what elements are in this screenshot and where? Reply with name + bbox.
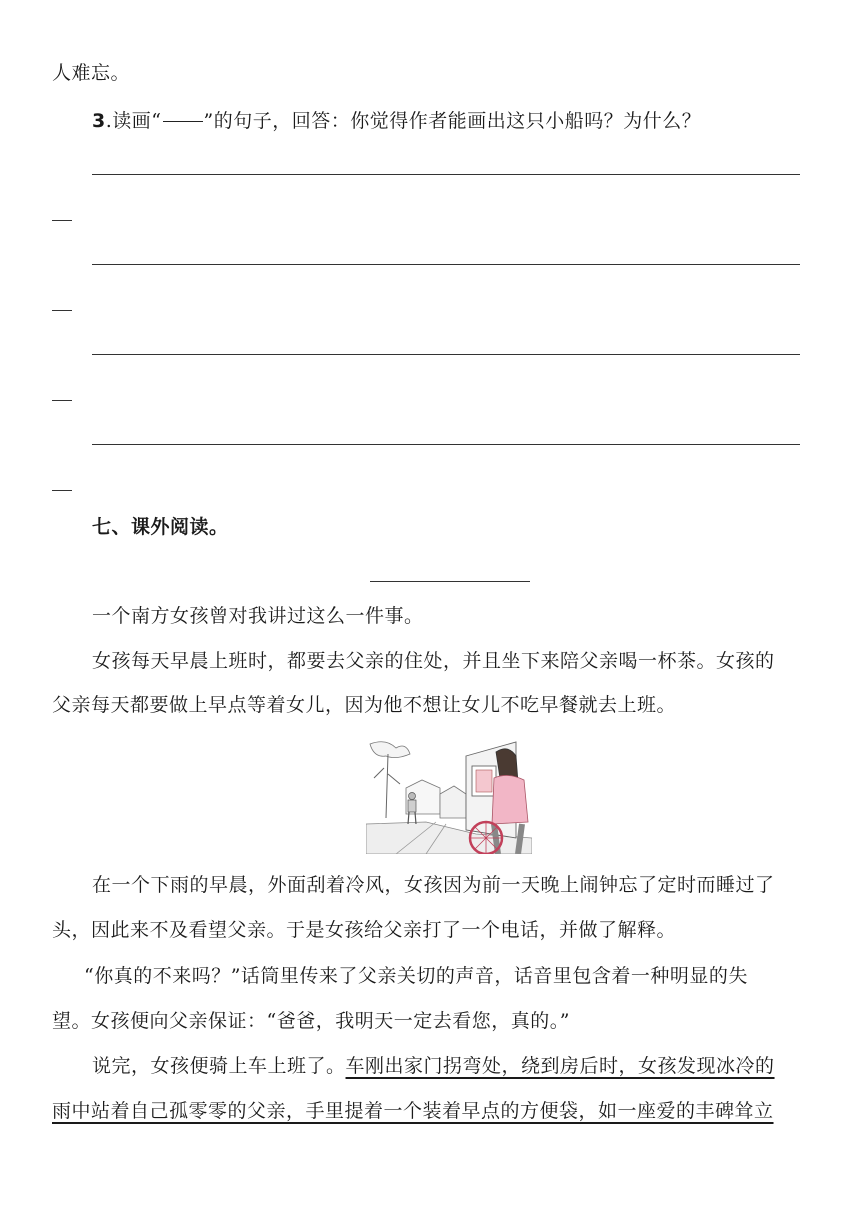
question-number: 3: [92, 110, 106, 132]
paragraph-4-line-2: 望。女孩便向父亲保证：“爸爸，我明天一定去看您，真的。”: [52, 1010, 570, 1032]
girl-with-bicycle-illustration: [366, 738, 532, 854]
section-heading: 七、课外阅读。: [92, 516, 229, 538]
paragraph-2-line-2: 父亲每天都要做上早点等着女儿，因为他不想让女儿不吃早餐就去上班。: [52, 694, 677, 716]
answer-line-3[interactable]: [92, 354, 800, 355]
story-title-blank[interactable]: [370, 581, 530, 582]
answer-line-1[interactable]: [92, 174, 800, 175]
inline-blank: [163, 121, 203, 122]
paragraph-3-line-1: 在一个下雨的早晨，外面刮着冷风，女孩因为前一天晚上闹钟忘了定时而睡过了: [92, 874, 775, 896]
continuation-text: 人难忘。: [52, 62, 131, 84]
underlined-sentence-part-2: 雨中站着自己孤零零的父亲，手里提着一个装着早点的方便袋，如一座爱的丰碑耸立: [52, 1100, 774, 1122]
answer-line-3-tail: [52, 400, 72, 401]
answer-line-2[interactable]: [92, 264, 800, 265]
underlined-sentence-part-1: 车刚出家门拐弯处，绕到房后时，女孩发现冰冷的: [345, 1055, 775, 1077]
answer-line-4[interactable]: [92, 444, 800, 445]
paragraph-2-line-1: 女孩每天早晨上班时，都要去父亲的住处，并且坐下来陪父亲喝一杯茶。女孩的: [92, 650, 775, 672]
paragraph-5-plain: 说完，女孩便骑上车上班了。: [92, 1055, 346, 1077]
paragraph-5-line-1: [92, 1053, 775, 1079]
question-text-after: ”的句子，回答：你觉得作者能画出这只小船吗？为什么？: [203, 110, 702, 132]
paragraph-4-line-1: “你真的不来吗？”话筒里传来了父亲关切的声音，话音里包含着一种明显的失: [84, 965, 748, 987]
question-3: [92, 108, 701, 134]
question-text-before: .读画“: [105, 110, 162, 132]
answer-line-1-tail: [52, 220, 72, 221]
answer-line-2-tail: [52, 310, 72, 311]
illustration-svg: [366, 738, 532, 854]
answer-line-4-tail: [52, 490, 72, 491]
paragraph-3-line-2: 头，因此来不及看望父亲。于是女孩给父亲打了一个电话，并做了解释。: [52, 919, 677, 941]
paragraph-1: 一个南方女孩曾对我讲过这么一件事。: [92, 605, 424, 627]
